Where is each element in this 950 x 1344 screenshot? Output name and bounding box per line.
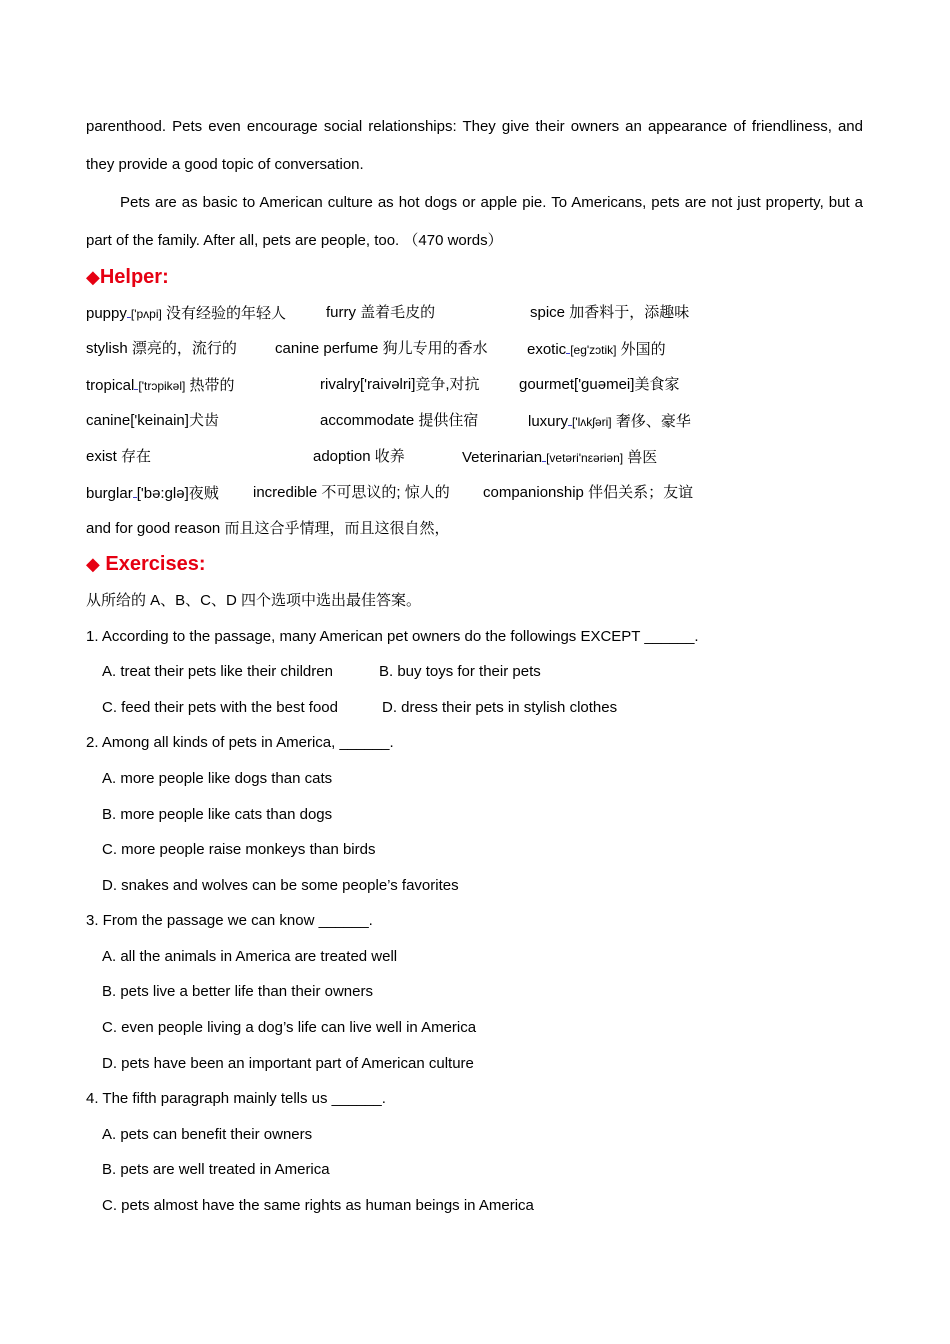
vocab-entry: spice 加香料于，添趣味 [530, 304, 690, 321]
helper-heading [86, 265, 169, 289]
answer-option: A. treat their pets like their children [102, 663, 333, 680]
passage-line: parenthood. Pets even encourage social relationships: They give their owners an appearance of friendliness, and [86, 118, 863, 135]
diamond-icon: ◆ [86, 554, 100, 574]
vocab-entry: accommodate 提供住宿 [320, 412, 479, 429]
answer-option: A. more people like dogs than cats [102, 770, 333, 787]
exercises-title: Exercises: [105, 553, 206, 575]
vocab-entry: rivalry['raivəlri]竞争,对抗 [320, 376, 480, 393]
exercises-heading [86, 552, 205, 576]
answer-option: A. pets can benefit their owners [102, 1126, 313, 1143]
helper-title: Helper: [99, 266, 169, 288]
question-stem: 4. The fifth paragraph mainly tells us ______. [86, 1090, 386, 1107]
vocab-entry: exotic [eg'zɔtik] 外国的 [527, 341, 666, 358]
answer-option: A. all the animals in America are treated well [102, 948, 398, 965]
answer-option: B. pets live a better life than their owners [102, 983, 373, 1000]
answer-option: B. pets are well treated in America [102, 1161, 330, 1178]
answer-option: D. pets have been an important part of American culture [102, 1055, 474, 1072]
vocab-entry: companionship 伴侣关系；友谊 [483, 484, 694, 501]
vocab-entry: gourmet['guəmei]美食家 [519, 376, 680, 393]
vocab-entry: Veterinarian [vetəri'nεəriən] 兽医 [462, 449, 658, 466]
passage-line: part of the family. After all, pets are people, too. （470 words） [86, 232, 503, 249]
question-stem: 2. Among all kinds of pets in America, ______. [86, 734, 394, 751]
answer-option: C. even people living a dog’s life can live well in America [102, 1019, 477, 1036]
vocab-entry: burglar ['bə:glə]夜贼 [86, 485, 219, 502]
vocab-entry: canine perfume 狗儿专用的香水 [275, 340, 488, 357]
answer-option: D. snakes and wolves can be some people’s favorites [102, 877, 459, 894]
vocab-entry: stylish 漂亮的，流行的 [86, 340, 237, 357]
answer-option: D. dress their pets in stylish clothes [382, 699, 618, 716]
vocab-entry: furry 盖着毛皮的 [326, 304, 436, 321]
answer-option: C. pets almost have the same rights as human beings in America [102, 1197, 534, 1214]
vocab-entry: exist 存在 [86, 448, 152, 465]
answer-option: B. buy toys for their pets [379, 663, 541, 680]
vocab-entry: incredible 不可思议的; 惊人的 [253, 484, 450, 501]
question-stem: 1. According to the passage, many American pet owners do the followings EXCEPT ______. [86, 628, 699, 645]
question-stem: 3. From the passage we can know ______. [86, 912, 373, 929]
answer-option: B. more people like cats than dogs [102, 806, 333, 823]
vocab-entry: and for good reason 而且这合乎情理，而且这很自然， [86, 520, 450, 537]
vocab-entry: tropical ['trɔpikəl] 热带的 [86, 377, 235, 394]
exercise-instruction: 从所给的 A、B、C、D 四个选项中选出最佳答案。 [86, 592, 422, 609]
vocab-entry: puppy ['pʌpi] 没有经验的年轻人 [86, 305, 287, 322]
passage-line: they provide a good topic of conversation. [86, 156, 364, 173]
answer-option: C. feed their pets with the best food [102, 699, 338, 716]
diamond-icon: ◆ [86, 267, 100, 287]
passage-line: Pets are as basic to American culture as hot dogs or apple pie. To Americans, pets are not just property, but a [120, 194, 863, 211]
vocab-entry: canine['keinain]犬齿 [86, 412, 219, 429]
vocab-entry: luxury ['lʌkʃəri] 奢侈、豪华 [528, 413, 691, 430]
answer-option: C. more people raise monkeys than birds [102, 841, 376, 858]
vocab-entry: adoption 收养 [313, 448, 405, 465]
